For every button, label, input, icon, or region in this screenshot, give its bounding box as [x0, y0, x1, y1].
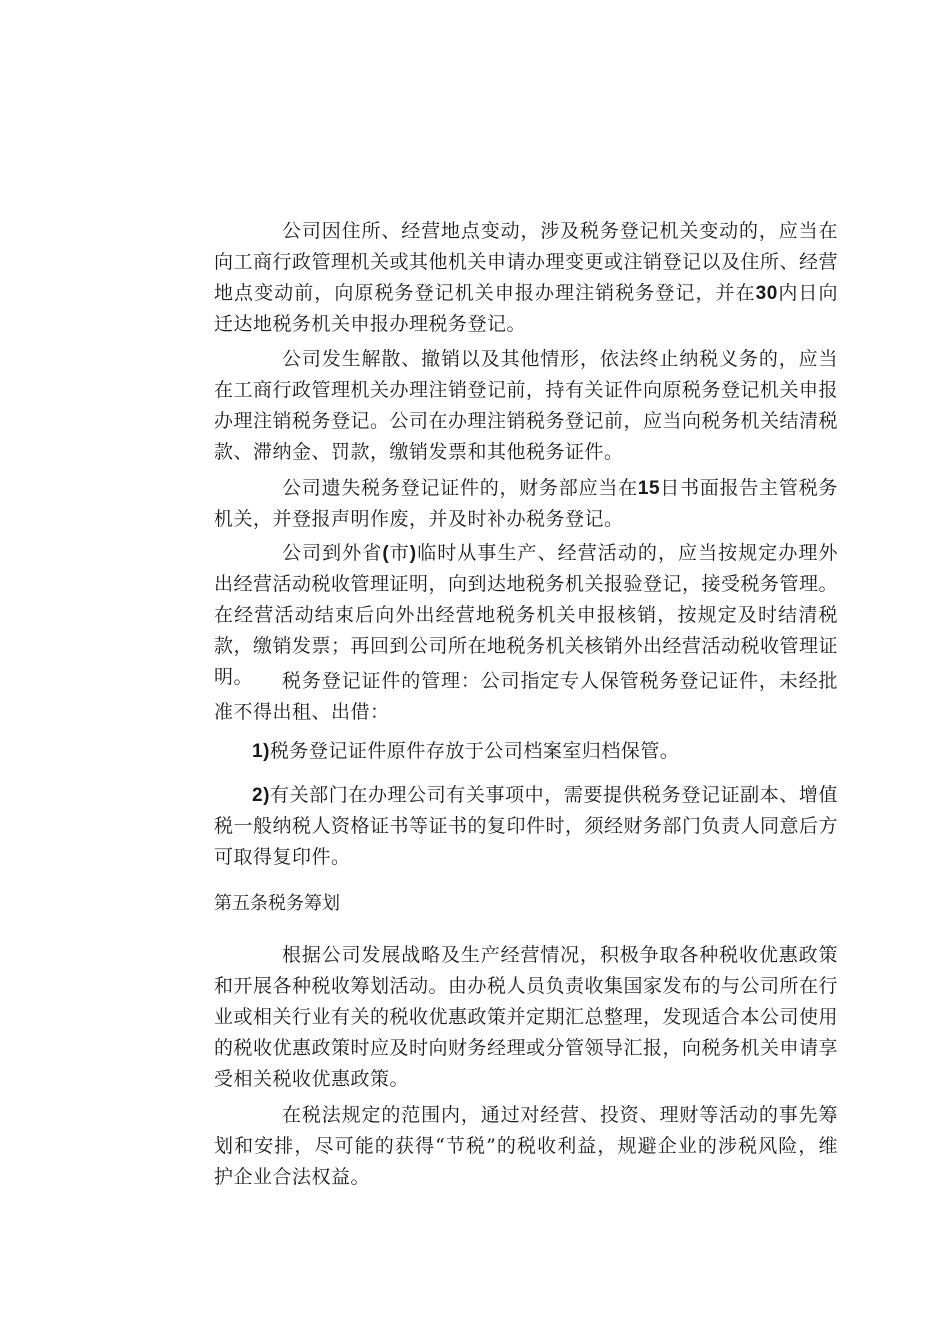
paragraph-relocation-registration [214, 216, 838, 340]
paragraph-deregistration [214, 344, 838, 468]
list-item-2 [214, 780, 838, 873]
paragraph-text: 税务登记证件原件存放于公司档案室归档保管。 [269, 740, 680, 762]
paragraph-text: 有关部门在办理公司有关事项中，需要提供税务登记证副本、增值税一般纳税人资格证书等证书的复印件时，须经财务部门负责人同意后方可取得复印件。 [214, 784, 839, 868]
paragraph-text: 公司发生解散、撤销以及其他情形，依法终止纳税义务的，应当在工商行政管理机关办理注销登记前，持有关证件向原税务登记机关申报办理注销税务登记。公司在办理注销税务登记前，应当向税务机关结清税款、滞纳金、罚款，缴销发票和其他税务证件。 [214, 348, 839, 463]
list-item-1 [214, 736, 838, 767]
paragraph-text: 公司遗失税务登记证件的，财务部应当在 [282, 477, 638, 499]
number-text: ( [382, 543, 390, 564]
paragraph-text: 根据公司发展战略及生产经营情况，积极争取各种税收优惠政策和开展各种税收筹划活动。由办税人员负责收集国家发布的与公司所在行业或相关行业有关的税收优惠政策并定期汇总整理，发现适合本公司使用的税收优惠政策时应及时向财务经理或分管领导汇报，向税务机关申请享受相关税收优惠政策。 [214, 944, 839, 1090]
paragraph-tax-saving [214, 1100, 838, 1193]
paragraph-text: 税务登记证件的管理：公司指定专人保管税务登记证件，未经批准不得出租、出借： [214, 670, 838, 723]
section-heading: 第五条税务筹划 [214, 893, 340, 914]
paragraph-text: 临时从事生产、经营活动的，应当按规定办理外出经营活动税收管理证明，向到达地税务机关报验登记，接受税务管理。在经营活动结束后向外出经营地税务机关申报核销，按规定及时结清税款，缴销发票；再回到公司所在地税务机关核销外出经营活动税收管理证明。 [214, 542, 839, 688]
paragraph-text: 公司因住所、经营地点变动，涉及税务登记机关变动的，应当在向工商行政管理机关或其他机关申请办理变更或注销登记以及住所、经营地点变动前，向原税务登记机关申报办理注销税务登记，并在 [214, 220, 839, 304]
number-text: 15 [637, 478, 661, 499]
paragraph-text: 内日向迁达地税务机关申报办理税务登记。 [214, 282, 838, 335]
number-text: 30 [755, 283, 778, 304]
paragraph-text: 在税法规定的范围内，通过对经营、投资、理财等活动的事先筹划和安排，尽可能的获得“节税”的税收利益，规避企业的涉税风险，维护企业合法权益。 [214, 1104, 838, 1188]
paragraph-certificate-management [214, 666, 838, 728]
paragraph-text: 市 [389, 542, 410, 564]
paragraph-text: 公司到外省 [282, 542, 383, 564]
number-text: ) [409, 543, 417, 564]
paragraph-text: 日书面报告主管税务机关，并登报声明作废，并及时补办税务登记。 [214, 477, 838, 530]
paragraph-tax-planning [214, 940, 838, 1095]
number-text: 1) [252, 741, 270, 762]
number-text: 2) [252, 785, 270, 806]
paragraph-lost-certificate [214, 473, 838, 535]
